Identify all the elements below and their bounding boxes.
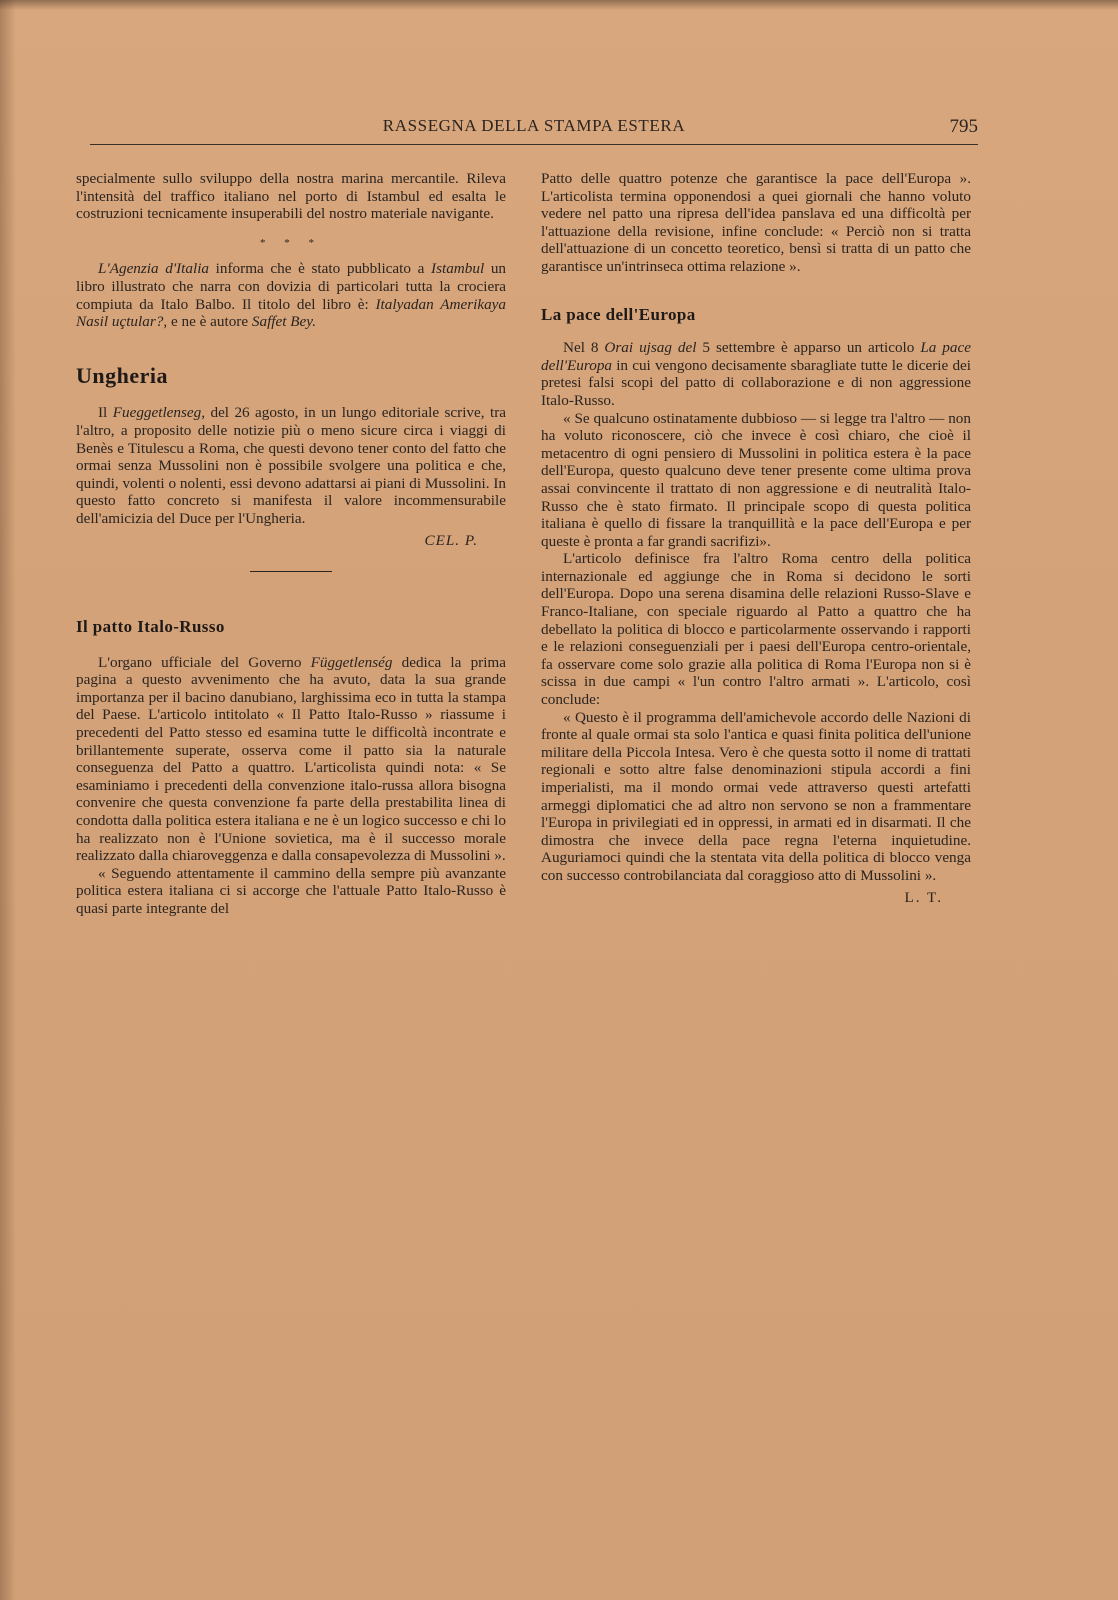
right-column [541,170,971,906]
paragraph [76,404,506,527]
section-heading-pace: La pace dell'Europa [541,304,696,324]
text-run: 5 settembre è apparso un articolo [696,339,921,357]
page-number: 795 [949,116,978,137]
article-title: La pace dell'Europa [541,339,971,374]
source-name: Függetlenség [310,653,393,671]
text-run: , e ne è autore [163,313,252,331]
section-heading-ungheria: Ungheria [76,362,168,388]
paragraph: Patto delle quattro potenze che garantisce la pace dell'Europa ». L'articolista termina opponendosi a quei giornali che hanno voluto vedere nel patto una ripresa dell'idea panslava ed una difficoltà per l'attuazione della revisione, infine conclude: « Perciò non si tratta dell'attuazione di un concetto teoretico, bensì si tratta di un patto che garantisce un'intrinseca ottima relazione ». [541,170,971,275]
text-run: Nel 8 [563,339,605,357]
book-title: Italyadan Amerikaya Nasil uçtular? [76,295,506,331]
signature: CEL. P. [424,531,478,549]
source-name: Fueggetlenseg, [112,404,206,422]
text-run: dedica la prima pagina a questo avvenimento che ha avuto, data la sua grande importanza per il bacino danubiano, larghissima eco in tutta la stampa del Paese. L'articolo intitolato « Il Patto Italo-Russo » riassume i precedenti del Patto stesso ed esamina tutte le difficoltà incontrate e brillantemente superate, osserva come il patto sia la naturale conseguenza del Patto a quattro. L'articolista quindi nota: « Se esaminiamo i precedenti della convenzione italo-russa allora bisogna convenire che questa convenzione fa parte della prestabilita linea di condotta dalla politica estera italiana e ne è un logico successo e chi lo ha realizzato non è l'Unione sovietica, ma è il successo morale realizzato dalla chiaroveggenza e dalla consapevolezza di Mussolini ». [76,653,506,865]
page-top-shadow [0,0,1118,10]
page-left-shadow [0,0,16,1600]
signature: L. T. [904,888,943,906]
paragraph: « Seguendo attentamente il cammino della sempre più avanzante politica estera italiana ci si accorge che l'attuale Patto Italo-Russo è quasi parte integrante del [76,864,506,917]
text-run: un libro illustrato che narra con dovizia di particolari tutta la crociera compiuta da Italo Balbo. Il titolo del libro è: [76,260,507,313]
paragraph: specialmente sullo sviluppo della nostra marina mercantile. Rileva l'intensità del traffico italiano nel porto di Istambul ed esalta le costruzioni tecnicamente insuperabili del nostro materiale navigante. [76,170,506,223]
source-name: Orai ujsag del [604,339,697,357]
text-run: del 26 agosto, in un lungo editoriale scrive, tra l'altro, a proposito delle notizie più o meno sicure circa i viaggi di Benès e Titulescu a Roma, che questi devono tener conto del fatto che ormai senza Mussolini non è possibile svolgere una politica e che, quindi, volenti o nolenti, essi devono adattarsi ai piani di Mussolini. In questo fatto concreto si manifesta il valore incommensurabile dell'amicizia del Duce per l'Ungheria. [76,404,506,527]
paragraph [76,260,506,330]
paragraph: « Questo è il programma dell'amichevole accordo delle Nazioni di fronte al quale ormai sta solo l'antica e quasi finita politica dell'unione militare della Piccola Intesa. Vero è che questa sotto il nome di trattati regionali e sotto altre false denominazioni stipula accordi a fini imperialisti, ma il mondo ormai vede attraverso questi artefatti armeggi diplomatici che ad altro non servono se non a frammentare l'Europa in privilegiati ed in oppressi, in armati ed in disarmati. Il che dimostra che invece della pace regna l'eterna inquietudine. Auguriamoci quindi che la stentata vita della politica di blocco venga con successo controbilanciata dal coraggioso atto di Mussolini ». [541,708,971,884]
text-run: informa che è stato pubblicato a [209,260,432,278]
paragraph [76,654,506,865]
source-name: L'Agenzia d'Italia [98,260,210,278]
paragraph: « Se qualcuno ostinatamente dubbioso — si legge tra l'altro — non ha voluto riconoscere, ciò che invece è così chiaro, che cioè il metacentro di ogni pensiero di Mussolini in politica estera è la pace dell'Europa, questo qualcuno deve tener presente come ultima prova assai convincente il trattato di non aggressione e di neutralità Italo-Russo che è stato firmato. Il principale scopo di questa politica italiana è quello di fissare la tranquillità e la pace dell'Europa e per queste è pronta a far grandi sacrifizi». [541,409,971,550]
section-heading-patto: Il patto Italo-Russo [76,617,225,637]
section-separator-stars: * * * [260,236,322,249]
author-name: Saffet Bey. [251,313,316,331]
city-name: Istambul [431,260,485,278]
running-title: RASSEGNA DELLA STAMPA ESTERA [382,116,686,135]
text-run: Il [98,404,113,422]
text-run: L'organo ufficiale del Governo [98,653,311,671]
running-head [90,114,978,145]
paragraph [541,339,971,409]
paragraph: L'articolo definisce fra l'altro Roma centro della politica internazionale ed aggiunge che in Roma si decidono le sorti dell'Europa. Dopo una serena disamina delle relazioni Russo-Slave e Franco-Italiane, con speciale riguardo al Patto a quattro che ha debellato la politica di blocco e particolarmente osservando i rapporti e le relazioni conseguenziali per i paesi dell'Europa centro-orientale, fa osservare come solo grazie alla politica di Roma l'Europa non si è scissa in due campi « l'un contro l'altro armati ». L'articolo, così conclude: [541,550,971,709]
left-column [76,170,506,918]
text-run: in cui vengono decisamente sbaragliate tutte le dicerie dei pretesi falsi scopi del patto di collaborazione e di non aggressione Italo-Russo. [541,356,971,409]
